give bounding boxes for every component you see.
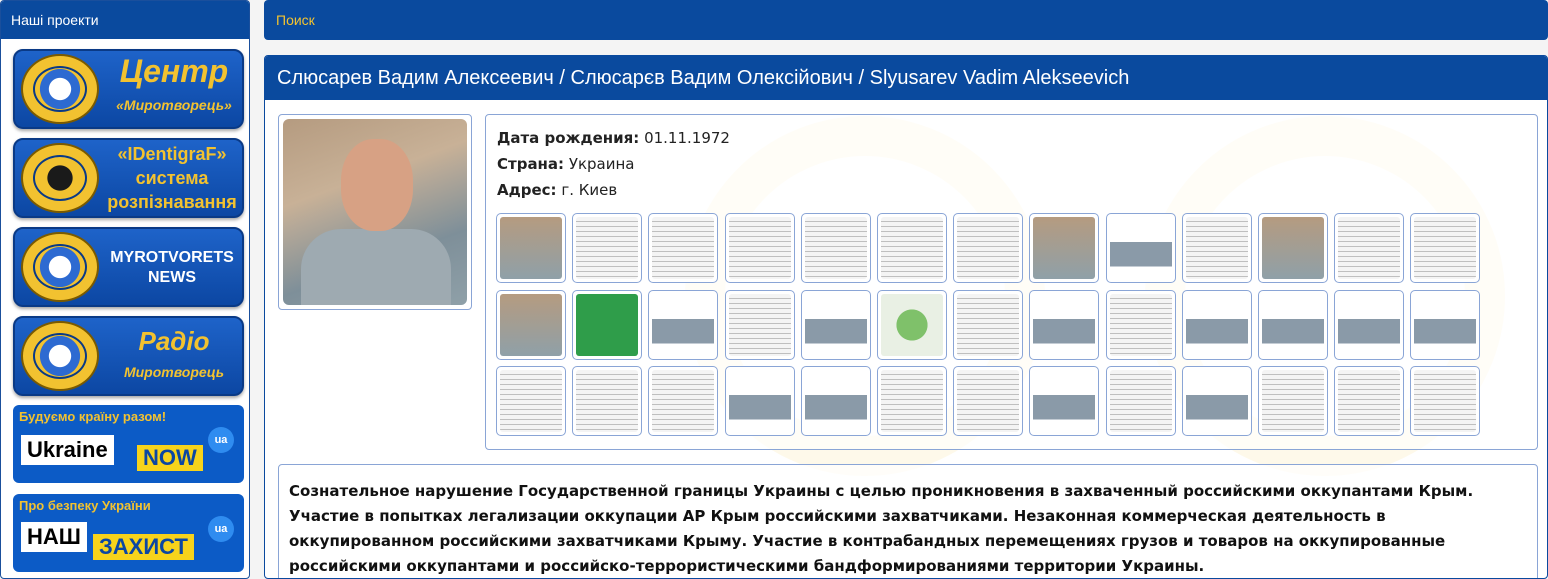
project-line2: система [135,168,209,188]
gallery-thumbnail[interactable] [1410,366,1480,436]
gallery-thumbnail[interactable] [1106,366,1176,436]
country-row [497,155,635,173]
birth-date-row [497,129,730,147]
gallery-thumbnail[interactable] [1410,290,1480,360]
gallery-thumbnail[interactable] [1106,290,1176,360]
gallery-thumbnail[interactable] [801,213,871,283]
project-line1: «IDentigraF» [117,144,227,164]
gallery-thumbnail[interactable] [496,366,566,436]
gallery-thumbnail[interactable] [877,290,947,360]
myrotvorets-emblem-icon [21,232,99,302]
gallery-thumbnail[interactable] [725,213,795,283]
gallery-thumbnail[interactable] [1182,290,1252,360]
gallery-thumbnail[interactable] [953,290,1023,360]
banner-highlight: ЗАХИСТ [93,534,194,560]
gallery-thumbnail[interactable] [725,290,795,360]
gallery-thumbnail[interactable] [648,213,718,283]
address-row [497,181,617,199]
project-center-myrotvorets[interactable] [13,49,244,129]
gallery-thumbnail[interactable] [801,290,871,360]
banner-caption: Про безпеку України [19,498,151,513]
profile-photo-card[interactable] [278,114,472,310]
description-text: Сознательное нарушение Государственной границы Украины с целью проникновения в захваченный российскими оккупантами Крым. Участие в попытках легализации оккупации АР Крым российскими захватчиками. Незаконная коммерческая деятельность в оккупированном российскими захватчиками Крыму. Участие в контрабандных перемещениях грузов и товаров на оккупированные российскими оккупантами и российско-террористическими бандформированиями территории Украины. [289,482,1474,575]
gallery-thumbnail[interactable] [648,366,718,436]
banner-highlight: NOW [137,445,203,471]
gallery-thumbnail[interactable] [877,213,947,283]
info-card [485,114,1538,450]
project-subtitle: «Миротворець» [116,97,232,113]
gallery-thumbnail[interactable] [1334,290,1404,360]
gallery-thumbnail[interactable] [1410,213,1480,283]
gallery-thumbnail[interactable] [572,366,642,436]
gallery-thumbnail[interactable] [1029,366,1099,436]
gallery-thumbnail[interactable] [1334,213,1404,283]
gallery-thumbnail[interactable] [725,366,795,436]
birth-date-label: Дата рождения: [497,129,640,147]
gallery-thumbnail[interactable] [648,290,718,360]
project-radio-myrotvorets[interactable] [13,316,244,396]
gallery-thumbnail[interactable] [1029,290,1099,360]
projects-sidebar [0,0,250,579]
project-title: Центр [119,53,229,89]
identigraf-emblem-icon [21,143,99,213]
project-line2: NEWS [148,269,196,286]
description-card [278,464,1538,579]
gallery-thumbnail[interactable] [1182,213,1252,283]
address-value: г. Киев [561,181,618,199]
project-identigraf[interactable] [13,138,244,218]
profile-panel [264,55,1548,579]
project-line1: MYROTVORETS [110,249,234,266]
search-link[interactable]: Поиск [264,0,1548,40]
radio-emblem-icon [21,321,99,391]
birth-date-value: 01.11.1972 [644,129,730,147]
gallery-thumbnail[interactable] [496,213,566,283]
project-title: Радіо [138,326,210,356]
gallery-thumbnail[interactable] [572,290,642,360]
country-label: Страна: [497,155,565,173]
ua-badge: ua [208,427,234,453]
gallery-thumbnail[interactable] [953,366,1023,436]
address-label: Адрес: [497,181,557,199]
banner-nash-zakhyst[interactable] [13,494,244,572]
project-line3: розпізнавання [107,192,237,212]
gallery-thumbnail[interactable] [953,213,1023,283]
banner-ukraine-now[interactable] [13,405,244,483]
banner-word: Ukraine [21,435,114,465]
gallery-thumbnail[interactable] [1258,366,1328,436]
project-myrotvorets-news[interactable] [13,227,244,307]
person-name: Слюсарев Вадим Алексеевич / Слюсарєв Вадим Олексійович / Slyusarev Vadim Alekseevich [265,56,1547,100]
banner-word: НАШ [21,522,87,552]
gallery-thumbnail[interactable] [877,366,947,436]
gallery-thumbnail[interactable] [1029,213,1099,283]
project-subtitle: Миротворець [123,364,225,380]
sidebar-title: Наші проекти [1,1,249,39]
gallery-thumbnail[interactable] [1106,213,1176,283]
gallery-thumbnail[interactable] [572,213,642,283]
gallery-thumbnail[interactable] [1258,213,1328,283]
profile-photo [283,119,467,305]
country-value: Украина [568,155,635,173]
gallery-thumbnail[interactable] [496,290,566,360]
gallery-thumbnail[interactable] [1258,290,1328,360]
banner-caption: Будуємо країну разом! [19,409,167,424]
gallery-thumbnail[interactable] [1334,366,1404,436]
myrotvorets-emblem-icon [21,54,99,124]
ua-badge: ua [208,516,234,542]
gallery-thumbnail[interactable] [1182,366,1252,436]
gallery-thumbnail[interactable] [801,366,871,436]
